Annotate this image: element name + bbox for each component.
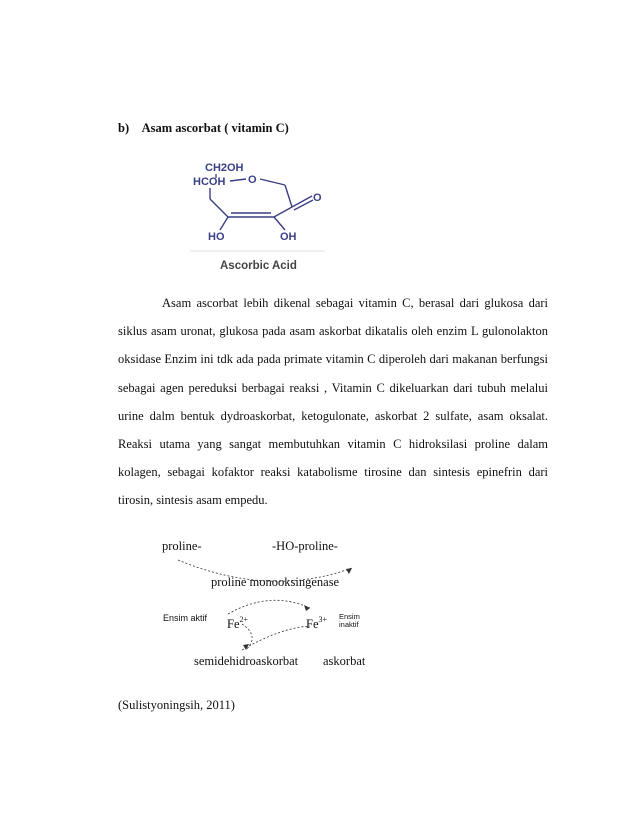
- ho-group: HO: [208, 231, 225, 243]
- oh-group: OH: [280, 231, 297, 243]
- reaction-arrows: [150, 550, 390, 660]
- section-title: Asam ascorbat ( vitamin C): [141, 121, 289, 135]
- ch2oh-group: CH2OH: [205, 162, 244, 174]
- figure-caption: Ascorbic Acid: [220, 260, 297, 272]
- ensim-aktif-label: Ensim aktif: [163, 613, 208, 623]
- ring-oxygen: O: [248, 174, 257, 186]
- body-paragraph: Asam ascorbat lebih dikenal sebagai vitamin C, berasal dari glukosa dari siklus asam uronat, glukosa pada asam askorbat dikatalis oleh enzim L gulonolakton oksidase Enzim ini tdk ada pada primate vitamin C diperoleh dari makanan berfungsi sebagai agen pereduksi berbagai reaksi , Vitamin C dikeluarkan dari tubuh melalui urine dalm bentuk dydroaskorbat, ketogulonate, askorbat 2 sulfate, asam oksalat. Reaksi utama yang sangat membutuhkan vitamin C hidroksilasi proline dalam kolagen, sebagai kofaktor reaksi katabolisme tirosine dan sintesis epinefrin dari tirosin, sintesis asam empedu.: [118, 296, 548, 508]
- ho-proline-label: -HO-proline-: [272, 539, 338, 553]
- proline-label: proline-: [162, 539, 202, 553]
- fe2-label: $Fe^{2+}$: [227, 615, 249, 631]
- section-label: b): [118, 121, 130, 135]
- ring-bonds: [210, 179, 313, 230]
- enzyme-label: proline monooksingenase: [211, 575, 340, 589]
- hcoh-group: HCOH: [193, 176, 226, 188]
- semidehidroaskorbat-label: semidehidroaskorbat: [194, 654, 299, 668]
- citation: (Sulistyoningsih, 2011): [118, 698, 235, 712]
- proline-arrowhead: [346, 568, 352, 574]
- ensim-inaktif-label: Ensim inaktif: [339, 612, 360, 629]
- semidehidro-arrowhead: [243, 644, 249, 650]
- ascorbic-acid-structure: [190, 155, 330, 277]
- fe3-label: $Fe^{3+}$: [306, 615, 328, 631]
- fe-oxidation-arrowhead: [304, 605, 310, 611]
- fe-oxidation-arrow: [228, 600, 310, 614]
- carbonyl-oxygen: O: [313, 192, 322, 204]
- section-heading: [118, 121, 289, 136]
- askorbat-label: askorbat: [323, 654, 366, 668]
